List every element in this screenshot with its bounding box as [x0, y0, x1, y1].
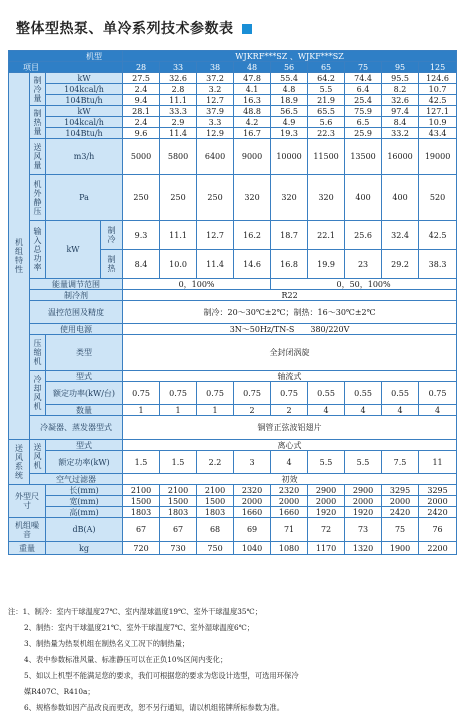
table-cell: 制冷：20～30℃±2℃；制热：16～30℃±2℃ [123, 301, 457, 324]
table-cell: 2.4 [123, 117, 160, 128]
table-cell: 75.9 [345, 106, 382, 117]
table-cell: 3.2 [197, 84, 234, 95]
unit-label: kW [46, 221, 101, 279]
table-cell: 2000 [234, 496, 271, 507]
table-cell: 32.6 [160, 73, 197, 84]
table-cell: 0.75 [234, 382, 271, 405]
note-line: 3、制热量为热泵机组在制热名义工况下的制热量； [24, 639, 190, 648]
unit-label: kW [46, 73, 123, 84]
row-label: 数量 [46, 405, 123, 416]
spec-table [8, 50, 457, 555]
table-cell: 1660 [271, 507, 308, 518]
table-cell: 全封闭涡旋 [123, 335, 457, 371]
row-label: 送风机 [30, 440, 46, 474]
table-row [9, 301, 457, 324]
table-cell: 730 [160, 542, 197, 555]
row-label: 机外静压 [30, 175, 46, 221]
table-cell: 5.5 [308, 84, 345, 95]
row-label: 高(mm) [46, 507, 123, 518]
table-row [9, 73, 457, 84]
table-cell: R22 [123, 290, 457, 301]
row-label: 宽(mm) [46, 496, 123, 507]
table-cell: 16.8 [271, 250, 308, 279]
table-cell: 1500 [197, 496, 234, 507]
table-cell: 2.2 [197, 451, 234, 474]
table-cell: 124.6 [419, 73, 457, 84]
table-row [9, 507, 457, 518]
table-cell: 11.4 [197, 250, 234, 279]
table-cell: 2000 [419, 496, 457, 507]
table-cell: 3295 [419, 485, 457, 496]
table-cell: 3295 [382, 485, 419, 496]
table-cell: 1500 [123, 496, 160, 507]
table-cell: 320 [308, 175, 345, 221]
table-cell: 250 [160, 175, 197, 221]
table-row [9, 335, 457, 371]
table-cell: 14.6 [234, 250, 271, 279]
table-cell: 18.7 [271, 221, 308, 250]
table-cell: 25.4 [345, 95, 382, 106]
table-cell: 2 [271, 405, 308, 416]
table-cell: 67 [123, 518, 160, 542]
table-cell: 720 [123, 542, 160, 555]
table-cell: 2100 [160, 485, 197, 496]
table-cell: 750 [197, 542, 234, 555]
table-cell: 4.2 [234, 117, 271, 128]
table-row [9, 416, 457, 440]
table-cell: 11.4 [160, 128, 197, 139]
table-row [9, 485, 457, 496]
table-cell: 10.0 [160, 250, 197, 279]
table-cell: 73 [345, 518, 382, 542]
table-cell: 76 [419, 518, 457, 542]
table-cell: 74.4 [345, 73, 382, 84]
table-cell: 0.75 [160, 382, 197, 405]
mode-label: 制热 [101, 250, 123, 279]
table-cell: 3N～50Hz/TN-S 380/220V [123, 324, 457, 335]
table-cell: 轴流式 [123, 371, 457, 382]
series-name: WJKRF***SZ 、WJKF***SZ [123, 51, 457, 62]
section-label: 送风系统 [9, 440, 30, 485]
row-label: 送风量 [30, 139, 46, 175]
table-cell: 1803 [197, 507, 234, 518]
table-cell: 2100 [197, 485, 234, 496]
table-cell: 29.2 [382, 250, 419, 279]
table-cell: 2.4 [123, 84, 160, 95]
row-label: 制冷量 [30, 73, 46, 106]
section-label: 重量 [9, 542, 46, 555]
table-cell: 5000 [123, 139, 160, 175]
row-label: 冷凝器、蒸发器型式 [30, 416, 123, 440]
table-cell: 12.9 [197, 128, 234, 139]
table-cell: 37.2 [197, 73, 234, 84]
note-line: 5、如以上机型不能满足您的要求，我们可根据您的要求为您设计选型，可选用环保冷 [24, 671, 299, 680]
note-line: 媒R407C、R410a； [24, 687, 95, 696]
page-title: 整体型热泵、单冷系列技术参数表 [16, 18, 252, 38]
unit-label: 104kcal/h [46, 84, 123, 95]
table-cell: 1080 [271, 542, 308, 555]
row-label: 额定功率(kW/台) [46, 382, 123, 405]
table-cell: 16.7 [234, 128, 271, 139]
unit-label: 104Btu/h [46, 128, 123, 139]
table-cell: 16.2 [234, 221, 271, 250]
table-cell: 2000 [271, 496, 308, 507]
model-cell: 75 [345, 62, 382, 73]
table-cell: 1 [123, 405, 160, 416]
model-cell: 125 [419, 62, 457, 73]
table-cell: 25.6 [345, 221, 382, 250]
table-cell: 0，50，100% [271, 279, 457, 290]
table-cell: 16000 [382, 139, 419, 175]
model-cell: 56 [271, 62, 308, 73]
table-cell: 6400 [197, 139, 234, 175]
table-cell: 1920 [345, 507, 382, 518]
table-row [9, 84, 457, 95]
table-cell: 42.5 [419, 221, 457, 250]
table-row [9, 518, 457, 542]
row-label: 制冷剂 [30, 290, 123, 301]
row-label: 空气过滤器 [30, 474, 123, 485]
table-cell: 0.75 [271, 382, 308, 405]
table-row [9, 95, 457, 106]
table-cell: 11.1 [160, 221, 197, 250]
table-cell: 9.6 [123, 128, 160, 139]
table-cell: 1.5 [160, 451, 197, 474]
table-cell: 1170 [308, 542, 345, 555]
table-cell: 56.5 [271, 106, 308, 117]
section-label: 外型尺寸 [9, 485, 46, 518]
row-label: 冷却风机 [30, 371, 46, 416]
item-label: 项目 [9, 62, 123, 73]
row-label: 类型 [46, 335, 123, 371]
table-cell: 1040 [234, 542, 271, 555]
note-line: 4、表中参数标准风量、标准静压可以在正负10%区间内变化； [24, 655, 228, 664]
table-cell: 65.5 [308, 106, 345, 117]
table-cell: 13500 [345, 139, 382, 175]
model-cell: 95 [382, 62, 419, 73]
note-line: 注：1、制冷：室内干球温度27℃、室内湿球温度19℃、室外干球温度35℃； [8, 607, 262, 616]
table-cell: 2900 [308, 485, 345, 496]
unit-label: 104Btu/h [46, 95, 123, 106]
table-cell: 48.8 [234, 106, 271, 117]
note-line: 2、制热：室内干球温度21℃、室外干球温度7℃、室外湿球温度6℃； [24, 623, 255, 632]
table-cell: 27.5 [123, 73, 160, 84]
row-label: 能量调节范围 [30, 279, 123, 290]
table-cell: 11 [419, 451, 457, 474]
table-cell: 16.3 [234, 95, 271, 106]
note-line: 6、规格参数如因产品改良而更改，恕不另行通知，请以机组铭牌所标参数为准。 [24, 703, 285, 712]
row-label: 长(mm) [46, 485, 123, 496]
table-cell: 4 [345, 405, 382, 416]
table-cell: 42.5 [419, 95, 457, 106]
table-row [9, 324, 457, 335]
unit-label: 104kcal/h [46, 117, 123, 128]
table-cell: 4 [271, 451, 308, 474]
table-cell: 7.5 [382, 451, 419, 474]
table-cell: 6.4 [345, 84, 382, 95]
table-row [9, 221, 457, 250]
table-cell: 1920 [308, 507, 345, 518]
table-cell: 4 [308, 405, 345, 416]
table-cell: 初效 [123, 474, 457, 485]
table-cell: 2320 [271, 485, 308, 496]
table-row [9, 440, 457, 451]
table-cell: 2420 [382, 507, 419, 518]
table-row [9, 451, 457, 474]
table-row [9, 371, 457, 382]
table-cell: 12.7 [197, 221, 234, 250]
table-cell: 72 [308, 518, 345, 542]
table-cell: 55.4 [271, 73, 308, 84]
row-label: 型式 [46, 371, 123, 382]
table-cell: 0.75 [123, 382, 160, 405]
table-cell: 0.55 [345, 382, 382, 405]
table-row [9, 106, 457, 117]
table-cell: 10.9 [419, 117, 457, 128]
table-cell: 1 [160, 405, 197, 416]
table-cell: 10000 [271, 139, 308, 175]
table-cell: 2000 [345, 496, 382, 507]
model-label: 机型 [9, 51, 123, 62]
table-row [9, 542, 457, 555]
model-row [9, 62, 457, 73]
table-cell: 0，100% [123, 279, 271, 290]
model-cell: 33 [160, 62, 197, 73]
table-cell: 2000 [308, 496, 345, 507]
table-cell: 5.5 [308, 451, 345, 474]
table-cell: 18.9 [271, 95, 308, 106]
table-row [9, 279, 457, 290]
title-square-icon [242, 24, 252, 34]
table-cell: 铜管正弦波铝翅片 [123, 416, 457, 440]
table-row [9, 290, 457, 301]
model-cell: 65 [308, 62, 345, 73]
table-cell: 19.3 [271, 128, 308, 139]
table-cell: 32.6 [382, 95, 419, 106]
table-cell: 19.9 [308, 250, 345, 279]
table-cell: 1900 [382, 542, 419, 555]
model-cell: 48 [234, 62, 271, 73]
table-cell: 8.2 [382, 84, 419, 95]
table-row [9, 474, 457, 485]
row-label: 额定功率(kW) [46, 451, 123, 474]
table-row [9, 175, 457, 221]
table-cell: 2.9 [160, 117, 197, 128]
table-row [9, 496, 457, 507]
table-cell: 250 [197, 175, 234, 221]
unit-label: dB(A) [46, 518, 123, 542]
table-cell: 38.3 [419, 250, 457, 279]
table-cell: 3.3 [197, 117, 234, 128]
table-cell: 0.55 [382, 382, 419, 405]
table-row [9, 117, 457, 128]
table-cell: 33.3 [160, 106, 197, 117]
table-cell: 64.2 [308, 73, 345, 84]
section-label: 机组噪音 [9, 518, 46, 542]
table-cell: 25.9 [345, 128, 382, 139]
table-cell: 9.3 [123, 221, 160, 250]
unit-label: kg [46, 542, 123, 555]
table-cell: 11500 [308, 139, 345, 175]
table-cell: 2420 [419, 507, 457, 518]
table-cell: 1803 [123, 507, 160, 518]
mode-label: 制冷 [101, 221, 123, 250]
section-label: 机组特性 [9, 73, 30, 440]
table-row [9, 139, 457, 175]
table-cell: 37.9 [197, 106, 234, 117]
row-label: 制热量 [30, 106, 46, 139]
table-cell: 1500 [160, 496, 197, 507]
table-cell: 0.75 [419, 382, 457, 405]
table-cell: 5.5 [345, 451, 382, 474]
table-cell: 22.3 [308, 128, 345, 139]
table-cell: 4.9 [271, 117, 308, 128]
table-cell: 6.5 [345, 117, 382, 128]
table-cell: 2200 [419, 542, 457, 555]
table-cell: 4 [382, 405, 419, 416]
table-cell: 12.7 [197, 95, 234, 106]
unit-label: m3/h [46, 139, 123, 175]
table-row [9, 405, 457, 416]
table-cell: 69 [234, 518, 271, 542]
table-cell: 71 [271, 518, 308, 542]
model-cell: 38 [197, 62, 234, 73]
table-cell: 离心式 [123, 440, 457, 451]
table-cell: 97.4 [382, 106, 419, 117]
table-cell: 1.5 [123, 451, 160, 474]
table-cell: 67 [160, 518, 197, 542]
table-cell: 1 [197, 405, 234, 416]
row-label: 型式 [46, 440, 123, 451]
table-cell: 5800 [160, 139, 197, 175]
table-cell: 5.6 [308, 117, 345, 128]
unit-label: Pa [46, 175, 123, 221]
row-label: 使用电源 [30, 324, 123, 335]
table-cell: 10.7 [419, 84, 457, 95]
table-cell: 33.2 [382, 128, 419, 139]
table-cell: 127.1 [419, 106, 457, 117]
table-cell: 75 [382, 518, 419, 542]
table-cell: 23 [345, 250, 382, 279]
table-cell: 1320 [345, 542, 382, 555]
table-cell: 2100 [123, 485, 160, 496]
table-cell: 47.8 [234, 73, 271, 84]
table-cell: 400 [345, 175, 382, 221]
table-row [9, 382, 457, 405]
table-cell: 95.5 [382, 73, 419, 84]
table-cell: 21.9 [308, 95, 345, 106]
table-row [9, 128, 457, 139]
table-cell: 4 [419, 405, 457, 416]
row-label: 输入总功率 [30, 221, 46, 279]
model-cell: 28 [123, 62, 160, 73]
table-cell: 1660 [234, 507, 271, 518]
table-cell: 8.4 [382, 117, 419, 128]
table-cell: 9.4 [123, 95, 160, 106]
table-cell: 2.8 [160, 84, 197, 95]
table-cell: 68 [197, 518, 234, 542]
table-cell: 9000 [234, 139, 271, 175]
table-cell: 32.4 [382, 221, 419, 250]
table-cell: 0.55 [308, 382, 345, 405]
table-cell: 3 [234, 451, 271, 474]
table-cell: 43.4 [419, 128, 457, 139]
table-cell: 28.1 [123, 106, 160, 117]
table-cell: 320 [234, 175, 271, 221]
table-cell: 11.1 [160, 95, 197, 106]
table-cell: 250 [123, 175, 160, 221]
row-label: 温控范围及精度 [30, 301, 123, 324]
table-cell: 8.4 [123, 250, 160, 279]
table-cell: 2320 [234, 485, 271, 496]
table-cell: 22.1 [308, 221, 345, 250]
table-cell: 19000 [419, 139, 457, 175]
table-cell: 1803 [160, 507, 197, 518]
table-cell: 2000 [382, 496, 419, 507]
notes [8, 604, 460, 716]
table-cell: 2900 [345, 485, 382, 496]
table-cell: 2 [234, 405, 271, 416]
table-cell: 4.1 [234, 84, 271, 95]
table-cell: 320 [271, 175, 308, 221]
table-cell: 520 [419, 175, 457, 221]
table-cell: 4.8 [271, 84, 308, 95]
table-cell: 0.75 [197, 382, 234, 405]
table-cell: 400 [382, 175, 419, 221]
row-label: 压缩机 [30, 335, 46, 371]
unit-label: kW [46, 106, 123, 117]
